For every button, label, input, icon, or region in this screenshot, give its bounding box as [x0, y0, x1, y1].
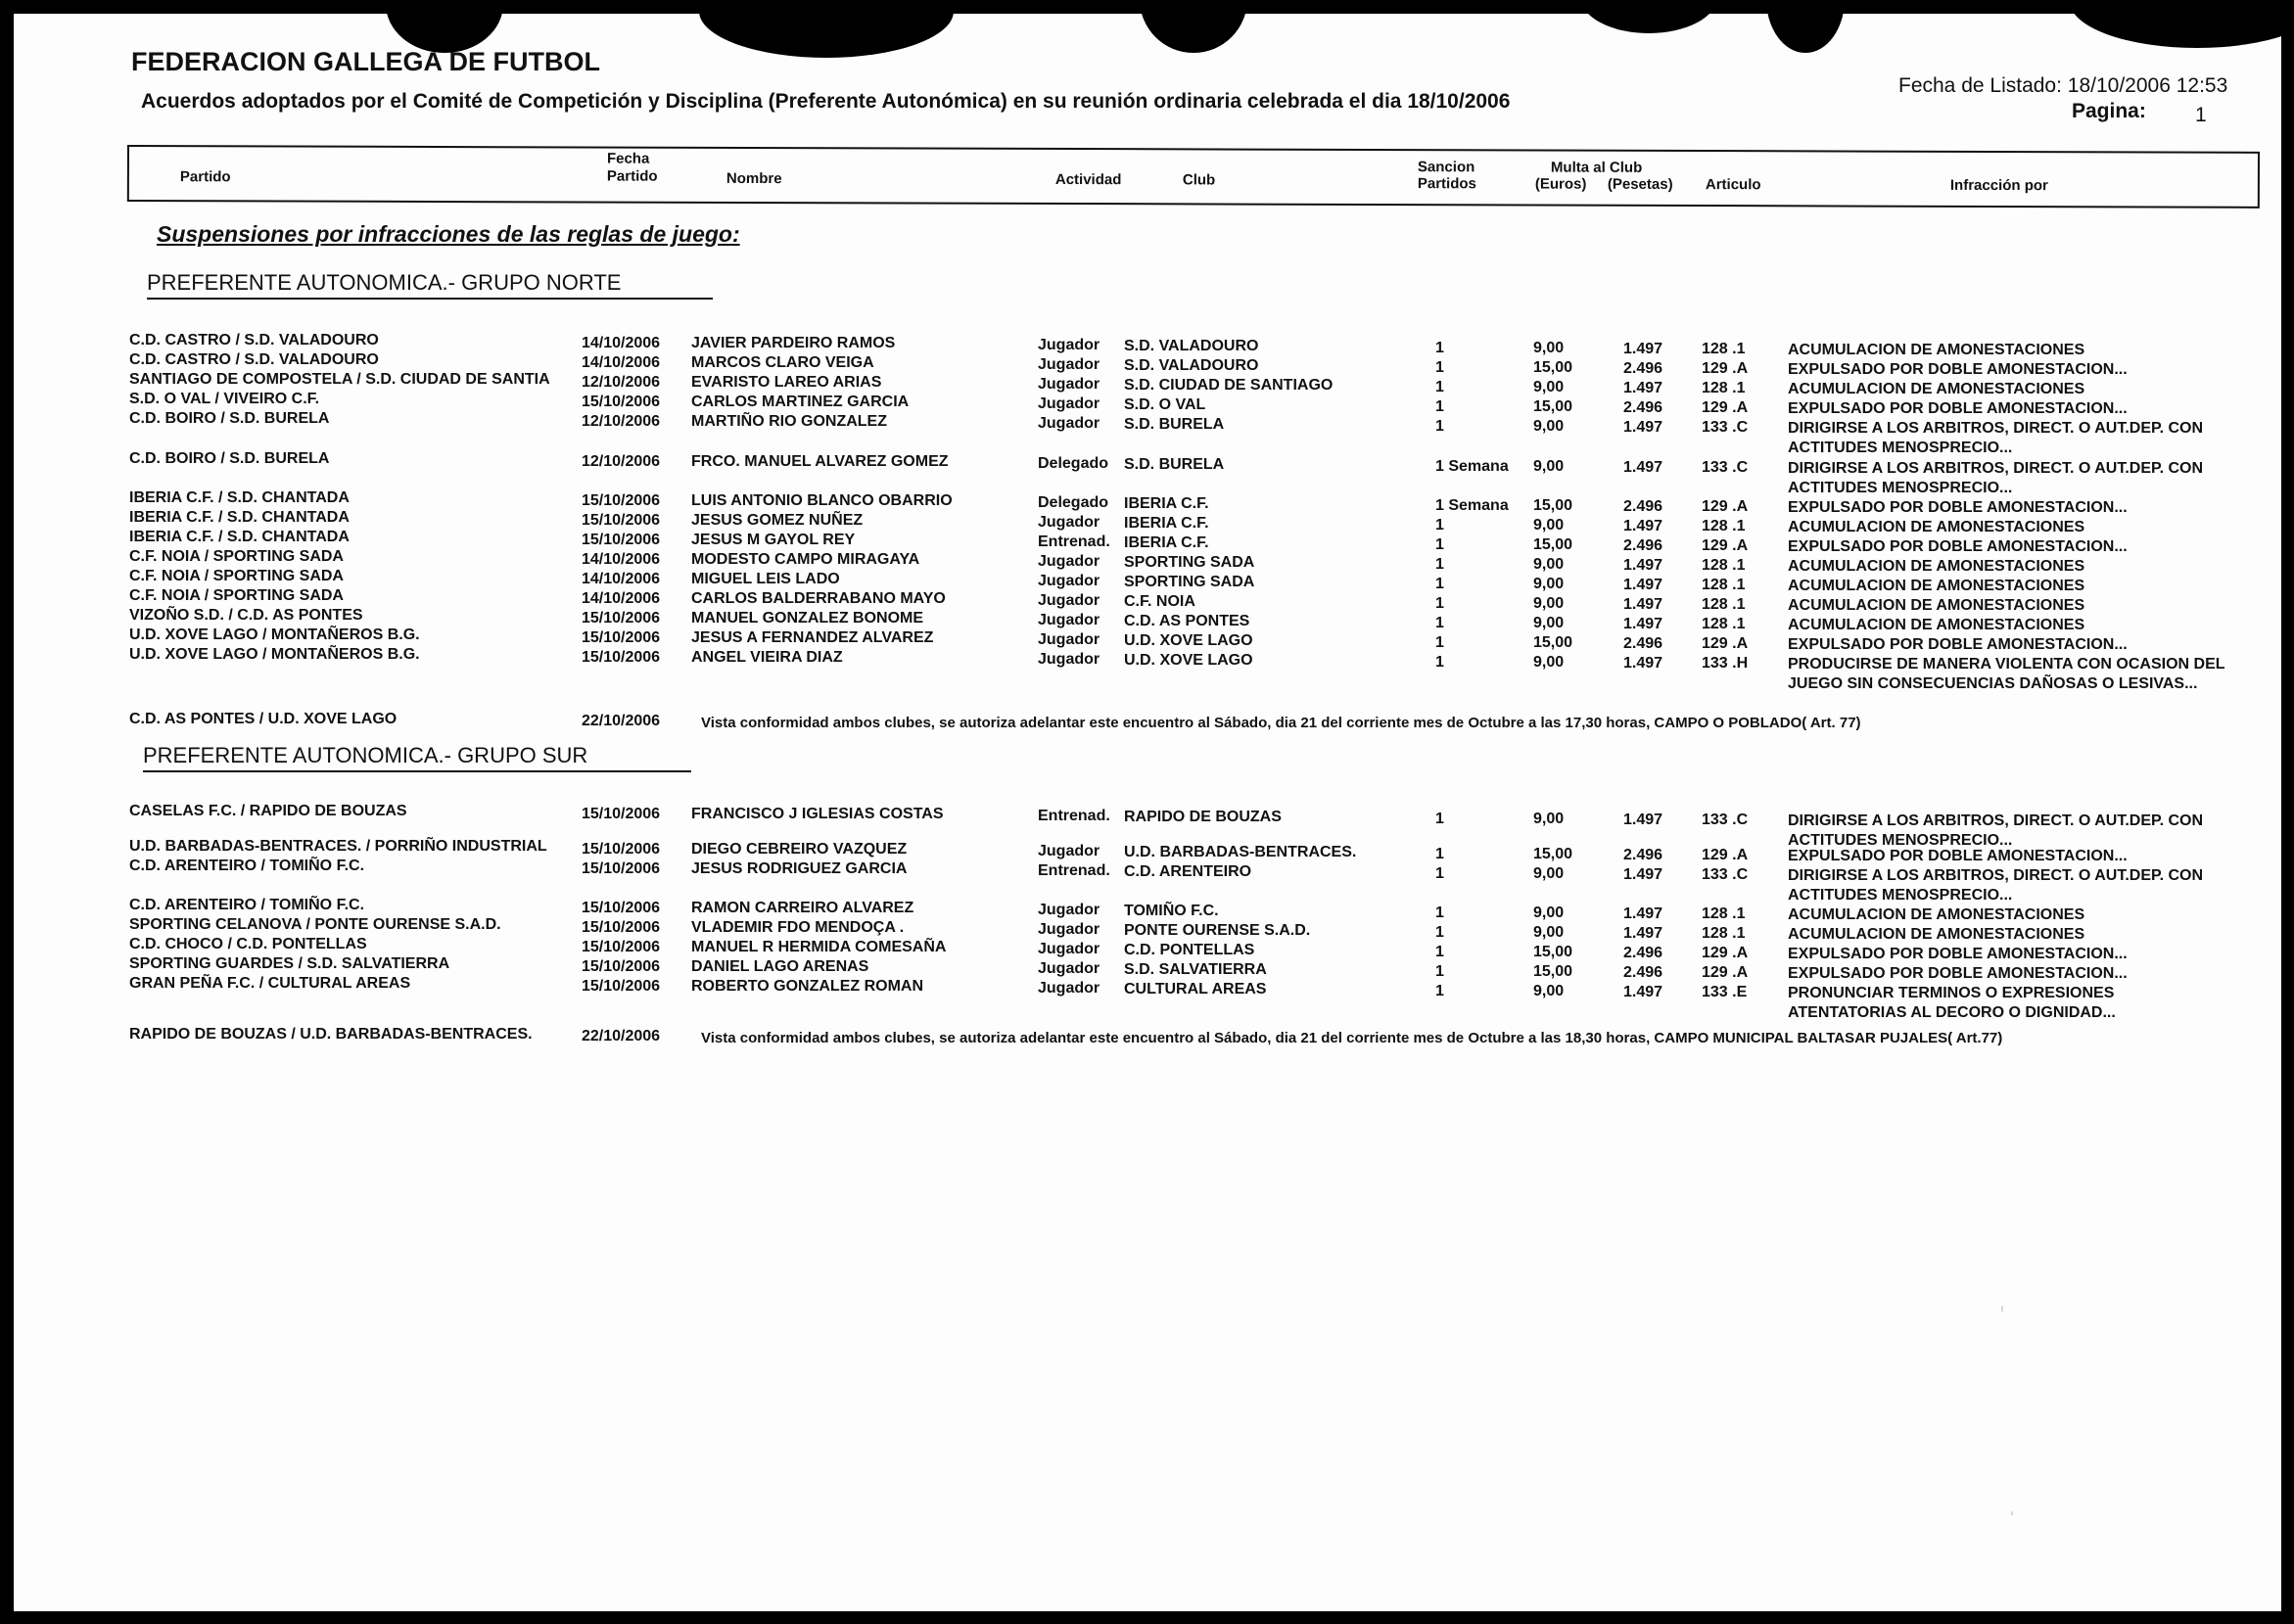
articulo-cell: 133 .H	[1702, 655, 1749, 672]
fecha-cell: 12/10/2006	[582, 453, 661, 470]
euros-cell: 9,00	[1533, 595, 1565, 612]
club-cell: IBERIA C.F.	[1124, 534, 1209, 551]
infraccion-cont-cell: ACTITUDES MENOSPRECIO...	[1788, 832, 2013, 849]
col-club: Club	[1182, 171, 1216, 189]
euros-cell: 9,00	[1533, 924, 1565, 941]
sancion-cell: 1 Semana	[1435, 458, 1509, 475]
partido-cell: VIZOÑO S.D. / C.D. AS PONTES	[129, 607, 363, 624]
fecha-cell: 14/10/2006	[582, 590, 661, 607]
fecha-cell: 14/10/2006	[582, 551, 661, 568]
fecha-cell: 14/10/2006	[582, 354, 661, 371]
actividad-cell: Jugador	[1038, 553, 1100, 570]
col-fecha-1: Fecha	[606, 150, 650, 167]
fecha-cell: 15/10/2006	[582, 919, 661, 936]
nombre-cell: JAVIER PARDEIRO RAMOS	[691, 335, 896, 351]
sancion-cell: 1	[1435, 983, 1444, 999]
pesetas-cell: 2.496	[1623, 964, 1663, 981]
pesetas-cell: 2.496	[1623, 360, 1663, 377]
pesetas-cell: 2.496	[1623, 498, 1663, 515]
infraccion-cell: EXPULSADO POR DOBLE AMONESTACION...	[1788, 499, 2128, 516]
fecha-cell: 15/10/2006	[582, 900, 661, 916]
scan-mark	[2001, 1306, 2003, 1312]
sancion-cell: 1	[1435, 634, 1444, 651]
col-articulo: Articulo	[1705, 176, 1761, 194]
euros-cell: 9,00	[1533, 418, 1565, 435]
fecha-cell: 15/10/2006	[582, 806, 661, 822]
nombre-cell: JESUS GOMEZ NUÑEZ	[691, 512, 864, 529]
actividad-cell: Jugador	[1038, 376, 1100, 393]
actividad-cell: Jugador	[1038, 356, 1100, 373]
infraccion-cont-cell: ACTITUDES MENOSPRECIO...	[1788, 440, 2013, 456]
pesetas-cell: 1.497	[1623, 341, 1663, 357]
scan-mark	[2011, 1511, 2013, 1515]
actividad-cell: Jugador	[1038, 960, 1100, 977]
articulo-cell: 129 .A	[1702, 945, 1749, 961]
actividad-cell: Jugador	[1038, 921, 1100, 938]
col-multa: Multa al Club	[1550, 159, 1643, 176]
infraccion-cont-cell: ATENTATORIAS AL DECORO O DIGNIDAD...	[1788, 1004, 2116, 1021]
actividad-cell: Jugador	[1038, 395, 1100, 412]
nombre-cell: LUIS ANTONIO BLANCO OBARRIO	[691, 492, 953, 509]
nombre-cell: FRCO. MANUEL ALVAREZ GOMEZ	[691, 453, 949, 470]
club-cell: TOMIÑO F.C.	[1124, 903, 1219, 919]
infraccion-cont-cell: ACTITUDES MENOSPRECIO...	[1788, 887, 2013, 904]
nombre-cell: JESUS A FERNANDEZ ALVAREZ	[691, 629, 934, 646]
section-title: Suspensiones por infracciones de las reglas de juego:	[157, 221, 740, 247]
euros-cell: 9,00	[1533, 340, 1565, 356]
partido-cell: C.D. ARENTEIRO / TOMIÑO F.C.	[129, 897, 365, 913]
club-cell: S.D. VALADOURO	[1124, 338, 1259, 354]
partido-cell: SPORTING GUARDES / S.D. SALVATIERRA	[129, 955, 450, 972]
torn-edge	[1140, 14, 1247, 53]
partido-cell: C.F. NOIA / SPORTING SADA	[129, 568, 344, 584]
nombre-cell: MANUEL GONZALEZ BONOME	[691, 610, 924, 626]
articulo-cell: 129 .A	[1702, 399, 1749, 416]
torn-edge	[699, 14, 954, 58]
articulo-cell: 128 .1	[1702, 905, 1746, 922]
pesetas-cell: 1.497	[1623, 655, 1663, 672]
infraccion-cell: EXPULSADO POR DOBLE AMONESTACION...	[1788, 965, 2128, 982]
partido-cell: SANTIAGO DE COMPOSTELA / S.D. CIUDAD DE SANTIA	[129, 371, 550, 388]
actividad-cell: Jugador	[1038, 573, 1100, 589]
club-cell: C.D. PONTELLAS	[1124, 942, 1255, 958]
articulo-cell: 128 .1	[1702, 596, 1746, 613]
infraccion-cell: EXPULSADO POR DOBLE AMONESTACION...	[1788, 361, 2128, 378]
nombre-cell: MIGUEL LEIS LADO	[691, 571, 840, 587]
actividad-cell: Jugador	[1038, 651, 1100, 668]
partido-cell: U.D. XOVE LAGO / MONTAÑEROS B.G.	[129, 646, 420, 663]
articulo-cell: 128 .1	[1702, 616, 1746, 632]
infraccion-cell: DIRIGIRSE A LOS ARBITROS, DIRECT. O AUT.DEP. CON	[1788, 867, 2204, 884]
nombre-cell: MARCOS CLARO VEIGA	[691, 354, 874, 371]
euros-cell: 9,00	[1533, 458, 1565, 475]
infraccion-cell: EXPULSADO POR DOBLE AMONESTACION...	[1788, 946, 2128, 962]
fecha-cell: 15/10/2006	[582, 532, 661, 548]
euros-cell: 9,00	[1533, 654, 1565, 671]
sancion-cell: 1	[1435, 924, 1444, 941]
infraccion-cell: EXPULSADO POR DOBLE AMONESTACION...	[1788, 538, 2128, 555]
articulo-cell: 128 .1	[1702, 518, 1746, 534]
sancion-cell: 1	[1435, 905, 1444, 921]
euros-cell: 15,00	[1533, 497, 1573, 514]
col-fecha-2: Partido	[606, 167, 658, 185]
club-cell: S.D. VALADOURO	[1124, 357, 1259, 374]
pesetas-cell: 2.496	[1623, 945, 1663, 961]
euros-cell: 9,00	[1533, 576, 1565, 592]
infraccion-cont-cell: ACTITUDES MENOSPRECIO...	[1788, 480, 2013, 496]
articulo-cell: 129 .A	[1702, 498, 1749, 515]
club-cell: U.D. XOVE LAGO	[1124, 652, 1253, 669]
fecha-cell: 15/10/2006	[582, 629, 661, 646]
actividad-cell: Entrenad.	[1038, 808, 1110, 824]
euros-cell: 9,00	[1533, 905, 1565, 921]
partido-cell: SPORTING CELANOVA / PONTE OURENSE S.A.D.	[129, 916, 501, 933]
fecha-cell: 12/10/2006	[582, 413, 661, 430]
infraccion-cell: EXPULSADO POR DOBLE AMONESTACION...	[1788, 848, 2128, 864]
partido-cell: C.D. CASTRO / S.D. VALADOURO	[129, 351, 379, 368]
actividad-cell: Jugador	[1038, 337, 1100, 353]
infraccion-cell: ACUMULACION DE AMONESTACIONES	[1788, 578, 2085, 594]
sancion-cell: 1	[1435, 379, 1444, 395]
articulo-cell: 128 .1	[1702, 341, 1746, 357]
pesetas-cell: 1.497	[1623, 925, 1663, 942]
partido-cell: IBERIA C.F. / S.D. CHANTADA	[129, 489, 350, 506]
euros-cell: 15,00	[1533, 944, 1573, 960]
nombre-cell: RAMON CARREIRO ALVAREZ	[691, 900, 914, 916]
infraccion-cont-cell: JUEGO SIN CONSECUENCIAS DAÑOSAS O LESIVAS...	[1788, 675, 2198, 692]
nombre-cell: CARLOS BALDERRABANO MAYO	[691, 590, 946, 607]
partido-cell: IBERIA C.F. / S.D. CHANTADA	[129, 529, 350, 545]
partido-cell: C.D. CHOCO / C.D. PONTELLAS	[129, 936, 367, 952]
sancion-cell: 1	[1435, 865, 1444, 882]
pesetas-cell: 2.496	[1623, 635, 1663, 652]
euros-cell: 9,00	[1533, 983, 1565, 999]
nombre-cell: VLADEMIR FDO MENDOÇA .	[691, 919, 905, 936]
infraccion-cell: EXPULSADO POR DOBLE AMONESTACION...	[1788, 636, 2128, 653]
articulo-cell: 128 .1	[1702, 577, 1746, 593]
partido-cell: CASELAS F.C. / RAPIDO DE BOUZAS	[129, 803, 407, 819]
note-text: Vista conformidad ambos clubes, se autoriza adelantar este encuentro al Sábado, dia 21 del corriente mes de Octubre a las 17,30 horas, CAMPO O POBLADO( Art. 77)	[701, 715, 1861, 731]
euros-cell: 15,00	[1533, 359, 1573, 376]
note-text: Vista conformidad ambos clubes, se autoriza adelantar este encuentro al Sábado, dia 21 del corriente mes de Octubre a las 18,30 horas, CAMPO MUNICIPAL BALTASAR PUJALES( Art.77)	[701, 1030, 2003, 1046]
col-partido: Partido	[179, 168, 231, 186]
partido-cell: C.F. NOIA / SPORTING SADA	[129, 587, 344, 604]
fecha-cell: 15/10/2006	[582, 841, 661, 858]
actividad-cell: Delegado	[1038, 455, 1109, 472]
fecha-cell: 15/10/2006	[582, 610, 661, 626]
pesetas-cell: 1.497	[1623, 518, 1663, 534]
infraccion-cell: ACUMULACION DE AMONESTACIONES	[1788, 906, 2085, 923]
partido-cell: S.D. O VAL / VIVEIRO C.F.	[129, 391, 320, 407]
actividad-cell: Delegado	[1038, 494, 1109, 511]
club-cell: SPORTING SADA	[1124, 554, 1255, 571]
euros-cell: 9,00	[1533, 865, 1565, 882]
fecha-cell: 12/10/2006	[582, 374, 661, 391]
group-underline	[143, 770, 691, 772]
articulo-cell: 133 .C	[1702, 459, 1749, 476]
document-subtitle: Acuerdos adoptados por el Comité de Competición y Disciplina (Preferente Autonómica) en su reunión ordinaria celebrada el dia 18/10/2006	[141, 90, 1511, 113]
col-actividad: Actividad	[1054, 170, 1122, 189]
club-cell: S.D. O VAL	[1124, 396, 1206, 413]
nombre-cell: MARTIÑO RIO GONZALEZ	[691, 413, 887, 430]
partido-cell: C.D. BOIRO / S.D. BURELA	[129, 450, 330, 467]
actividad-cell: Jugador	[1038, 514, 1100, 531]
partido-cell: C.D. CASTRO / S.D. VALADOURO	[129, 332, 379, 348]
articulo-cell: 129 .A	[1702, 360, 1749, 377]
euros-cell: 15,00	[1533, 536, 1573, 553]
partido-cell: U.D. BARBADAS-BENTRACES. / PORRIÑO INDUSTRIAL	[129, 838, 547, 855]
euros-cell: 15,00	[1533, 846, 1573, 862]
partido-cell: IBERIA C.F. / S.D. CHANTADA	[129, 509, 350, 526]
nombre-cell: DIEGO CEBREIRO VAZQUEZ	[691, 841, 908, 858]
articulo-cell: 129 .A	[1702, 964, 1749, 981]
sancion-cell: 1	[1435, 359, 1444, 376]
actividad-cell: Entrenad.	[1038, 534, 1110, 550]
sancion-cell: 1	[1435, 811, 1444, 827]
euros-cell: 9,00	[1533, 517, 1565, 534]
infraccion-cell: ACUMULACION DE AMONESTACIONES	[1788, 617, 2085, 633]
club-cell: SPORTING SADA	[1124, 574, 1255, 590]
infraccion-cell: ACUMULACION DE AMONESTACIONES	[1788, 381, 2085, 397]
pesetas-cell: 1.497	[1623, 905, 1663, 922]
column-header-box	[127, 145, 2260, 209]
articulo-cell: 128 .1	[1702, 925, 1746, 942]
club-cell: IBERIA C.F.	[1124, 495, 1209, 512]
sancion-cell: 1	[1435, 418, 1444, 435]
nombre-cell: JESUS M GAYOL REY	[691, 532, 856, 548]
note-partido: C.D. AS PONTES / U.D. XOVE LAGO	[129, 711, 398, 727]
pesetas-cell: 2.496	[1623, 399, 1663, 416]
articulo-cell: 128 .1	[1702, 557, 1746, 574]
euros-cell: 9,00	[1533, 811, 1565, 827]
pesetas-cell: 1.497	[1623, 577, 1663, 593]
articulo-cell: 133 .E	[1702, 984, 1748, 1000]
articulo-cell: 129 .A	[1702, 847, 1749, 863]
col-pesetas: (Pesetas)	[1607, 175, 1673, 193]
sancion-cell: 1	[1435, 615, 1444, 631]
nombre-cell: DANIEL LAGO ARENAS	[691, 958, 869, 975]
pesetas-cell: 1.497	[1623, 380, 1663, 396]
col-euros: (Euros)	[1534, 175, 1587, 193]
listing-date: Fecha de Listado: 18/10/2006 12:53	[1898, 74, 2228, 97]
sancion-cell: 1	[1435, 963, 1444, 980]
infraccion-cell: EXPULSADO POR DOBLE AMONESTACION...	[1788, 400, 2128, 417]
club-cell: C.D. AS PONTES	[1124, 613, 1250, 629]
euros-cell: 15,00	[1533, 963, 1573, 980]
torn-edge	[1766, 14, 1845, 53]
euros-cell: 9,00	[1533, 556, 1565, 573]
club-cell: U.D. XOVE LAGO	[1124, 632, 1253, 649]
partido-cell: C.D. ARENTEIRO / TOMIÑO F.C.	[129, 858, 365, 874]
sancion-cell: 1	[1435, 846, 1444, 862]
actividad-cell: Jugador	[1038, 631, 1100, 648]
nombre-cell: MODESTO CAMPO MIRAGAYA	[691, 551, 920, 568]
club-cell: U.D. BARBADAS-BENTRACES.	[1124, 844, 1357, 860]
partido-cell: C.F. NOIA / SPORTING SADA	[129, 548, 344, 565]
note-fecha: 22/10/2006	[582, 1028, 661, 1044]
club-cell: C.F. NOIA	[1124, 593, 1195, 610]
sancion-cell: 1	[1435, 654, 1444, 671]
nombre-cell: JESUS RODRIGUEZ GARCIA	[691, 860, 908, 877]
actividad-cell: Jugador	[1038, 941, 1100, 957]
actividad-cell: Jugador	[1038, 415, 1100, 432]
actividad-cell: Jugador	[1038, 980, 1100, 997]
pesetas-cell: 1.497	[1623, 419, 1663, 436]
euros-cell: 15,00	[1533, 398, 1573, 415]
fecha-cell: 14/10/2006	[582, 571, 661, 587]
col-sancion-1: Sancion	[1417, 159, 1475, 176]
partido-cell: GRAN PEÑA F.C. / CULTURAL AREAS	[129, 975, 411, 992]
col-sancion-2: Partidos	[1417, 175, 1476, 193]
group-title: PREFERENTE AUTONOMICA.- GRUPO SUR	[143, 743, 588, 767]
club-cell: S.D. BURELA	[1124, 456, 1225, 473]
articulo-cell: 129 .A	[1702, 537, 1749, 554]
infraccion-cell: ACUMULACION DE AMONESTACIONES	[1788, 558, 2085, 575]
nombre-cell: MANUEL R HERMIDA COMESAÑA	[691, 939, 947, 955]
col-nombre: Nombre	[726, 169, 782, 188]
infraccion-cell: ACUMULACION DE AMONESTACIONES	[1788, 342, 2085, 358]
sancion-cell: 1	[1435, 944, 1444, 960]
fecha-cell: 15/10/2006	[582, 492, 661, 509]
sancion-cell: 1	[1435, 595, 1444, 612]
torn-edge	[1580, 14, 1717, 33]
pesetas-cell: 2.496	[1623, 847, 1663, 863]
articulo-cell: 133 .C	[1702, 866, 1749, 883]
sancion-cell: 1	[1435, 340, 1444, 356]
pesetas-cell: 1.497	[1623, 984, 1663, 1000]
pesetas-cell: 1.497	[1623, 596, 1663, 613]
actividad-cell: Jugador	[1038, 902, 1100, 918]
euros-cell: 9,00	[1533, 615, 1565, 631]
nombre-cell: EVARISTO LAREO ARIAS	[691, 374, 882, 391]
page-label: Pagina:	[2072, 100, 2146, 122]
actividad-cell: Jugador	[1038, 592, 1100, 609]
group-underline	[147, 298, 713, 300]
pesetas-cell: 1.497	[1623, 616, 1663, 632]
partido-cell: U.D. XOVE LAGO / MONTAÑEROS B.G.	[129, 626, 420, 643]
fecha-cell: 15/10/2006	[582, 649, 661, 666]
infraccion-cell: PRONUNCIAR TERMINOS O EXPRESIONES	[1788, 985, 2115, 1001]
document-page	[14, 14, 2281, 1611]
actividad-cell: Jugador	[1038, 612, 1100, 628]
club-cell: C.D. ARENTEIRO	[1124, 863, 1252, 880]
partido-cell: C.D. BOIRO / S.D. BURELA	[129, 410, 330, 427]
page-number: 1	[2195, 104, 2207, 126]
pesetas-cell: 1.497	[1623, 866, 1663, 883]
pesetas-cell: 1.497	[1623, 557, 1663, 574]
infraccion-cell: ACUMULACION DE AMONESTACIONES	[1788, 519, 2085, 535]
sancion-cell: 1	[1435, 576, 1444, 592]
fecha-cell: 15/10/2006	[582, 860, 661, 877]
club-cell: PONTE OURENSE S.A.D.	[1124, 922, 1311, 939]
infraccion-cell: DIRIGIRSE A LOS ARBITROS, DIRECT. O AUT.DEP. CON	[1788, 460, 2204, 477]
actividad-cell: Entrenad.	[1038, 862, 1110, 879]
group-title: PREFERENTE AUTONOMICA.- GRUPO NORTE	[147, 270, 622, 295]
document-title: FEDERACION GALLEGA DE FUTBOL	[131, 47, 600, 76]
fecha-cell: 15/10/2006	[582, 394, 661, 410]
club-cell: S.D. SALVATIERRA	[1124, 961, 1267, 978]
sancion-cell: 1	[1435, 398, 1444, 415]
euros-cell: 15,00	[1533, 634, 1573, 651]
pesetas-cell: 1.497	[1623, 459, 1663, 476]
nombre-cell: FRANCISCO J IGLESIAS COSTAS	[691, 806, 944, 822]
sancion-cell: 1	[1435, 517, 1444, 534]
pesetas-cell: 1.497	[1623, 812, 1663, 828]
club-cell: IBERIA C.F.	[1124, 515, 1209, 532]
col-infraccion: Infracción por	[1949, 176, 2048, 195]
infraccion-cell: DIRIGIRSE A LOS ARBITROS, DIRECT. O AUT.DEP. CON	[1788, 812, 2204, 829]
nombre-cell: CARLOS MARTINEZ GARCIA	[691, 394, 910, 410]
articulo-cell: 129 .A	[1702, 635, 1749, 652]
sancion-cell: 1	[1435, 556, 1444, 573]
torn-edge	[2070, 14, 2281, 48]
fecha-cell: 15/10/2006	[582, 978, 661, 995]
infraccion-cell: ACUMULACION DE AMONESTACIONES	[1788, 597, 2085, 614]
actividad-cell: Jugador	[1038, 843, 1100, 859]
fecha-cell: 15/10/2006	[582, 512, 661, 529]
infraccion-cell: DIRIGIRSE A LOS ARBITROS, DIRECT. O AUT.DEP. CON	[1788, 420, 2204, 437]
note-partido: RAPIDO DE BOUZAS / U.D. BARBADAS-BENTRACES.	[129, 1026, 533, 1043]
pesetas-cell: 2.496	[1623, 537, 1663, 554]
sancion-cell: 1	[1435, 536, 1444, 553]
club-cell: RAPIDO DE BOUZAS	[1124, 809, 1282, 825]
sancion-cell: 1 Semana	[1435, 497, 1509, 514]
nombre-cell: ANGEL VIEIRA DIAZ	[691, 649, 843, 666]
club-cell: S.D. BURELA	[1124, 416, 1225, 433]
infraccion-cell: ACUMULACION DE AMONESTACIONES	[1788, 926, 2085, 943]
nombre-cell: ROBERTO GONZALEZ ROMAN	[691, 978, 924, 995]
fecha-cell: 14/10/2006	[582, 335, 661, 351]
euros-cell: 9,00	[1533, 379, 1565, 395]
articulo-cell: 128 .1	[1702, 380, 1746, 396]
articulo-cell: 133 .C	[1702, 419, 1749, 436]
note-fecha: 22/10/2006	[582, 713, 661, 729]
fecha-cell: 15/10/2006	[582, 939, 661, 955]
club-cell: CULTURAL AREAS	[1124, 981, 1267, 998]
fecha-cell: 15/10/2006	[582, 958, 661, 975]
infraccion-cell: PRODUCIRSE DE MANERA VIOLENTA CON OCASION DEL	[1788, 656, 2225, 673]
articulo-cell: 133 .C	[1702, 812, 1749, 828]
club-cell: S.D. CIUDAD DE SANTIAGO	[1124, 377, 1334, 394]
